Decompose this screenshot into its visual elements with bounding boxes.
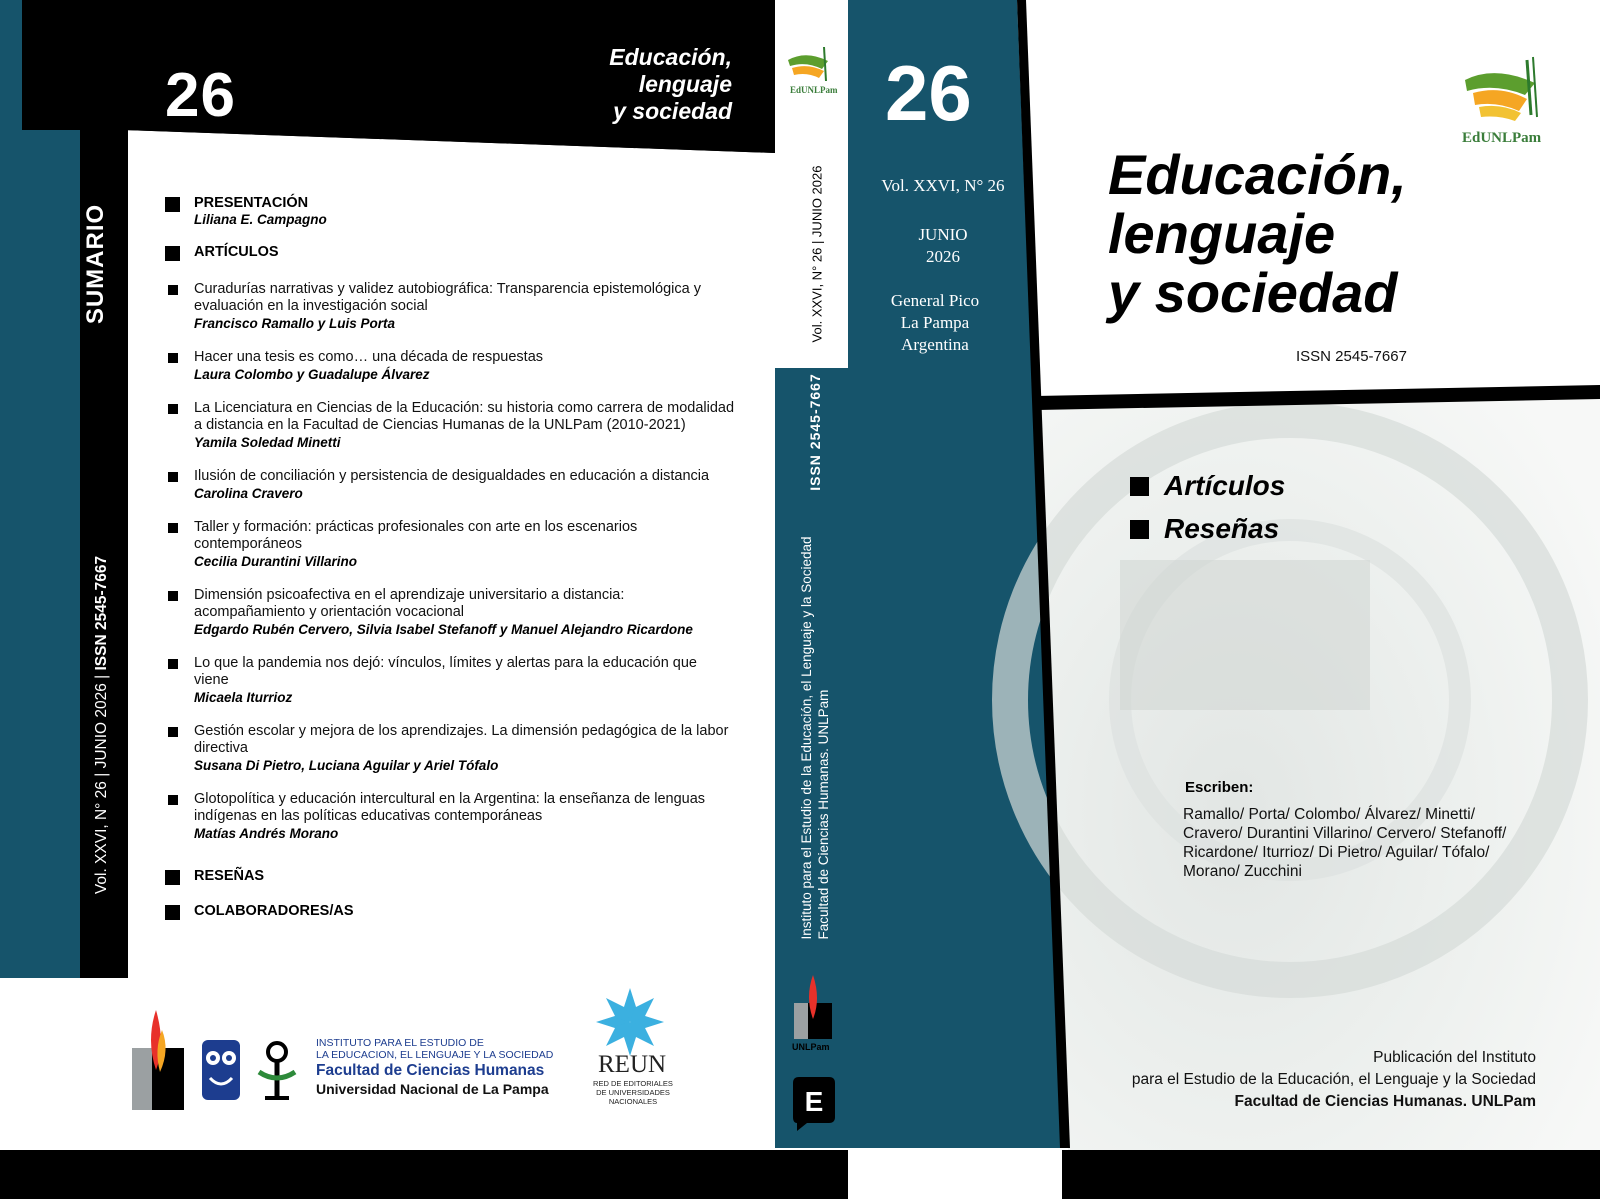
reun-star-logo-icon	[596, 988, 664, 1056]
back-vertical-volume	[93, 556, 111, 894]
toc-article	[165, 468, 735, 502]
spine-issn: ISSN 2545-7667	[807, 373, 823, 491]
category-label: Artículos	[1164, 470, 1286, 501]
toc-section-articulos	[165, 244, 735, 261]
photo-block	[1120, 560, 1370, 710]
article-title: Dimensión psicoafectiva en el aprendizaje universitario a distancia: acompañamiento y orientación vocacional	[194, 587, 625, 620]
bullet-square-icon	[168, 795, 178, 805]
back-vertical-issn: ISSN 2545-7667	[93, 555, 110, 671]
back-teal-left	[0, 0, 22, 978]
escriben-line: Ramallo/ Porta/ Colombo/ Álvarez/ Minetti/	[1183, 806, 1476, 823]
back-vertical-vol-text: Vol. XXVI, N° 26 | JUNIO 2026 |	[93, 674, 110, 895]
toc-article	[165, 349, 735, 383]
article-title: Lo que la pandemia nos dejó: vínculos, límites y alertas para la educación que viene	[194, 655, 697, 688]
category-label: Reseñas	[1164, 513, 1280, 544]
bullet-square-icon	[168, 285, 178, 295]
bullet-square-icon	[168, 353, 178, 363]
front-category-resenas	[1130, 513, 1279, 545]
sumario-heading: SUMARIO	[82, 203, 109, 325]
escriben-label: Escriben:	[1185, 779, 1254, 796]
toc-article	[165, 519, 735, 570]
bullet-square-icon	[1130, 520, 1149, 539]
spine-volume: Vol. XXVI, N° 26 | JUNIO 2026	[809, 165, 825, 343]
article-title: Glotopolítica y educación intercultural en la Argentina: la enseñanza de lenguas indígenas en las políticas educativas contemporáneas	[194, 791, 706, 824]
section-label: COLABORADORES/AS	[194, 903, 354, 919]
publication-line: para el Estudio de la Educación, el Lenguaje y la Sociedad	[1131, 1071, 1536, 1088]
publication-line: Publicación del Instituto	[1373, 1049, 1536, 1066]
front-volume: Vol. XXVI, N° 26	[881, 176, 1005, 195]
front-title-line: lenguaje	[1108, 202, 1336, 265]
bullet-square-icon	[165, 905, 180, 920]
article-title: Hacer una tesis es como… una década de respuestas	[194, 349, 544, 365]
faculty-name: Facultad de Ciencias Humanas	[316, 1062, 545, 1079]
svg-text:E: E	[804, 1086, 824, 1117]
front-place-line: La Pampa	[900, 313, 970, 332]
toc-article	[165, 655, 735, 706]
front-journal-title	[1108, 145, 1407, 322]
front-date	[868, 224, 1018, 268]
article-authors: Susana Di Pietro, Luciana Aguilar y Ariel Tófalo	[194, 758, 499, 773]
toc-article	[165, 791, 735, 842]
front-place-line: General Pico	[890, 291, 980, 310]
article-title: La Licenciatura en Ciencias de la Educación: su historia como carrera de modalidad a distancia en la Facultad de Ciencias Humanas de la UNLPam (2010-2021)	[194, 400, 735, 433]
article-title: Taller y formación: prácticas profesionales con arte en los escenarios contemporáneos	[194, 519, 638, 552]
section-label: PRESENTACIÓN	[194, 195, 309, 211]
owl-logo-icon	[202, 1040, 240, 1100]
institute-line: INSTITUTO PARA EL ESTUDIO DE	[316, 1037, 484, 1049]
front-title-line: Educación,	[1108, 143, 1407, 206]
toc-section-colaboradores	[165, 903, 735, 920]
article-title: Ilusión de conciliación y persistencia de desigualdades en educación a distancia	[194, 468, 710, 484]
bullet-square-icon	[165, 197, 180, 212]
article-authors: Laura Colombo y Guadalupe Álvarez	[194, 367, 430, 382]
spine-logo-label: EdUNLPam	[790, 85, 838, 95]
escriben-authors	[1183, 805, 1583, 881]
university-name: Universidad Nacional de La Pampa	[316, 1081, 549, 1097]
front-logo-label: EdUNLPam	[1462, 130, 1542, 146]
article-authors: Micaela Iturrioz	[194, 690, 293, 705]
article-title: Curadurías narrativas y validez autobiográfica: Transparencia epistemológica y evaluación en la investigación social	[194, 281, 701, 314]
section-label: RESEÑAS	[194, 868, 265, 884]
article-authors: Cecilia Durantini Villarino	[194, 554, 358, 569]
toc-article	[165, 281, 735, 332]
front-title-line: y sociedad	[1108, 261, 1398, 324]
bullet-square-icon	[168, 523, 178, 533]
edunlpam-logo-front-icon	[1465, 57, 1537, 121]
bullet-square-icon	[165, 870, 180, 885]
toc-section-presentacion	[165, 195, 735, 228]
article-authors: Matías Andrés Morano	[194, 826, 339, 841]
back-journal-title	[560, 44, 732, 125]
bottom-black-band	[0, 1150, 848, 1199]
bullet-square-icon	[1130, 477, 1149, 496]
bullet-square-icon	[165, 246, 180, 261]
bullet-square-icon	[168, 404, 178, 414]
spine-institute	[798, 536, 832, 939]
section-label: ARTÍCULOS	[194, 244, 279, 260]
reun-subtitle: RED DE EDITORIALES DE UNIVERSIDADES NACIONALES	[593, 1079, 673, 1106]
publication-line: Facultad de Ciencias Humanas. UNLPam	[1234, 1093, 1536, 1110]
bullet-square-icon	[168, 659, 178, 669]
institute-line: LA EDUCACION, EL LENGUAJE Y LA SOCIEDAD	[316, 1049, 554, 1061]
spine-institute-line: Facultad de Ciencias Humanas. UNLPam	[816, 689, 831, 940]
presentation-author: Liliana E. Campagno	[194, 212, 327, 227]
table-of-contents	[165, 195, 735, 936]
article-authors: Carolina Cravero	[194, 486, 303, 501]
escriben-line: Cravero/ Durantini Villarino/ Cervero/ Stefanoff/	[1183, 825, 1507, 842]
back-issue-number: 26	[165, 61, 236, 130]
spine-unlpam-label: UNLPam	[792, 1042, 830, 1052]
toc-article	[165, 400, 735, 451]
article-authors: Edgardo Rubén Cervero, Silvia Isabel Stefanoff y Manuel Alejandro Ricardone	[194, 622, 693, 637]
article-authors: Yamila Soledad Minetti	[194, 435, 341, 450]
institute-logo-text	[316, 1037, 553, 1098]
back-title-line: Educación,	[609, 44, 732, 70]
reun-name: REUN	[598, 1051, 667, 1078]
escriben-line: Morano/ Zucchini	[1183, 863, 1302, 880]
front-category-articulos	[1130, 470, 1285, 502]
back-title-line: y sociedad	[613, 98, 732, 124]
front-place	[860, 290, 1010, 356]
bullet-square-icon	[168, 591, 178, 601]
front-issue-number: 26	[885, 49, 972, 137]
front-place-line: Argentina	[901, 335, 969, 354]
bottom-black-band-right	[1062, 1150, 1600, 1199]
toc-section-resenas	[165, 868, 735, 885]
bullet-square-icon	[168, 472, 178, 482]
edunlpam-logo-spine-icon	[788, 47, 828, 81]
editorial-e-logo-icon	[793, 1077, 835, 1131]
back-title-line: lenguaje	[638, 71, 732, 97]
toc-article	[165, 587, 735, 638]
escriben-line: Ricardone/ Iturrioz/ Di Pietro/ Aguilar/ Tófalo/	[1183, 844, 1490, 861]
front-month: JUNIO	[918, 225, 968, 244]
spine-institute-line: Instituto para el Estudio de la Educación, el Lenguaje y la Sociedad	[799, 536, 814, 940]
toc-article	[165, 723, 735, 774]
front-issn: ISSN 2545-7667	[1296, 348, 1407, 365]
publication-info	[1050, 1047, 1536, 1113]
bullet-square-icon	[168, 727, 178, 737]
article-title: Gestión escolar y mejora de los aprendizajes. La dimensión pedagógica de la labor directiva	[194, 723, 729, 756]
article-authors: Francisco Ramallo y Luis Porta	[194, 316, 396, 331]
front-year: 2026	[926, 247, 960, 266]
